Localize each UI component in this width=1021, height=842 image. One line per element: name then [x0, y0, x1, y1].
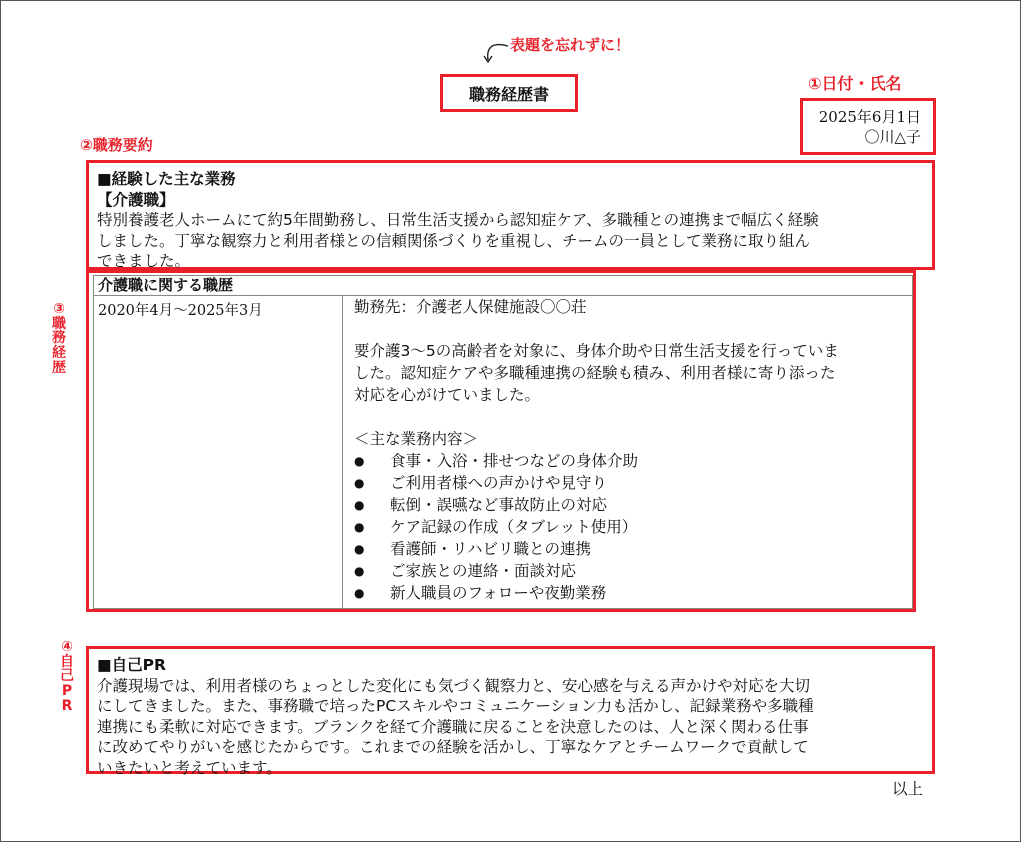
work-history-details: [344, 296, 912, 608]
list-item: ● ご家族との連絡・面談対応: [354, 562, 577, 580]
bullet-icon: ●: [354, 542, 365, 556]
work-history-annotation: [52, 302, 66, 375]
document-date: 2025年6月1日: [818, 108, 921, 126]
self-pr-heading: ■自己PR: [97, 656, 166, 674]
self-pr-line: 介護現場では、利用者様のちょっとした変化にも気づく観察力と、安心感を与える声かけや対応を大切: [97, 676, 811, 695]
description-line: 対応を心がけていました。: [354, 386, 541, 404]
summary-heading: ■経験した主な業務: [97, 170, 236, 188]
description-line: した。認知症ケアや多職種連携の経験も積み、利用者様に寄り添った: [354, 364, 836, 382]
title-highlight-box: [440, 74, 578, 112]
annotation-char: 自: [60, 653, 74, 670]
list-item: ● 新人職員のフォローや夜勤業務: [354, 584, 607, 602]
summary-line: 特別養護老人ホームにて約5年間勤務し、日常生活支援から認知症ケア、多職種との連携まで幅広く経験: [97, 211, 819, 229]
list-item: ● 看護師・リハビリ職との連携: [354, 540, 592, 558]
curved-arrow-icon: [480, 38, 510, 68]
annotation-char: 歴: [52, 359, 66, 376]
workplace: 勤務先：介護老人保健施設〇〇荘: [354, 298, 587, 316]
summary-line: できました。: [97, 252, 191, 270]
bullet-icon: ●: [354, 476, 365, 490]
self-pr-annotation: [60, 640, 74, 713]
annotation-char: 務: [52, 330, 66, 347]
summary-line: しました。丁寧な観察力と利用者様との信頼関係づくりを重視し、チームの一員として業務に取り組ん: [97, 231, 811, 250]
bullet-icon: ●: [354, 498, 365, 512]
self-pr-line: いきたいと考えています。: [97, 758, 282, 777]
annotation-char: 経: [52, 345, 66, 362]
work-history-period: 2020年4月～2025年3月: [94, 296, 343, 608]
description-line: 要介護3～5の高齢者を対象に、身体介助や日常生活支援を行っていま: [354, 342, 839, 360]
annotation-char: 職: [52, 315, 66, 332]
list-item: ● 転倒・誤嚥など事故防止の対応: [354, 496, 608, 514]
annotation-char: P: [61, 683, 73, 700]
annotation-number: ④: [61, 639, 73, 655]
self-pr-line: にしてきました。また、事務職で培ったPCスキルやコミュニケーション力も活かし、記録業務や多職種: [97, 697, 814, 715]
work-history-highlight-box: [86, 270, 916, 612]
self-pr-line: に改めてやりがいを感じたからです。これまでの経験を活かし、丁寧なケアとチームワークで貢献して: [97, 738, 809, 756]
annotation-char: 己: [60, 668, 74, 685]
applicant-name: 〇川△子: [864, 128, 921, 146]
list-item: ● ケア記録の作成（タブレット使用）: [354, 518, 638, 536]
bullet-icon: ●: [354, 454, 365, 468]
list-item: ● 食事・入浴・排せつなどの身体介助: [354, 452, 639, 470]
bullet-icon: ●: [354, 564, 365, 578]
job-summary-annotation: ②職務要約: [80, 136, 153, 154]
bullet-icon: ●: [354, 520, 365, 534]
duties-list: [354, 450, 904, 604]
summary-subheading: 【介護職】: [97, 190, 175, 209]
annotation-number: ③: [53, 301, 65, 317]
document-title: 職務経歴書: [468, 84, 549, 104]
closing-text: 以上: [892, 780, 924, 798]
work-history-table: [93, 275, 913, 609]
work-history-header: 介護職に関する職歴: [94, 276, 912, 296]
annotation-char: R: [61, 697, 73, 714]
job-summary-highlight-box: [86, 160, 935, 270]
self-pr-line: 連携にも柔軟に対応できます。ブランクを経て介護職に戻ることを決意したのは、人と深く関わる仕事: [97, 717, 809, 736]
bullet-icon: ●: [354, 586, 365, 600]
list-item: ● ご利用者様への声かけや見守り: [354, 474, 608, 492]
duties-heading: ＜主な業務内容＞: [354, 430, 479, 448]
self-pr-highlight-box: [86, 646, 935, 777]
title-note-annotation: 表題を忘れずに！: [510, 36, 631, 54]
date-name-annotation: ①日付・氏名: [808, 74, 902, 93]
date-name-highlight-box: [800, 98, 936, 155]
